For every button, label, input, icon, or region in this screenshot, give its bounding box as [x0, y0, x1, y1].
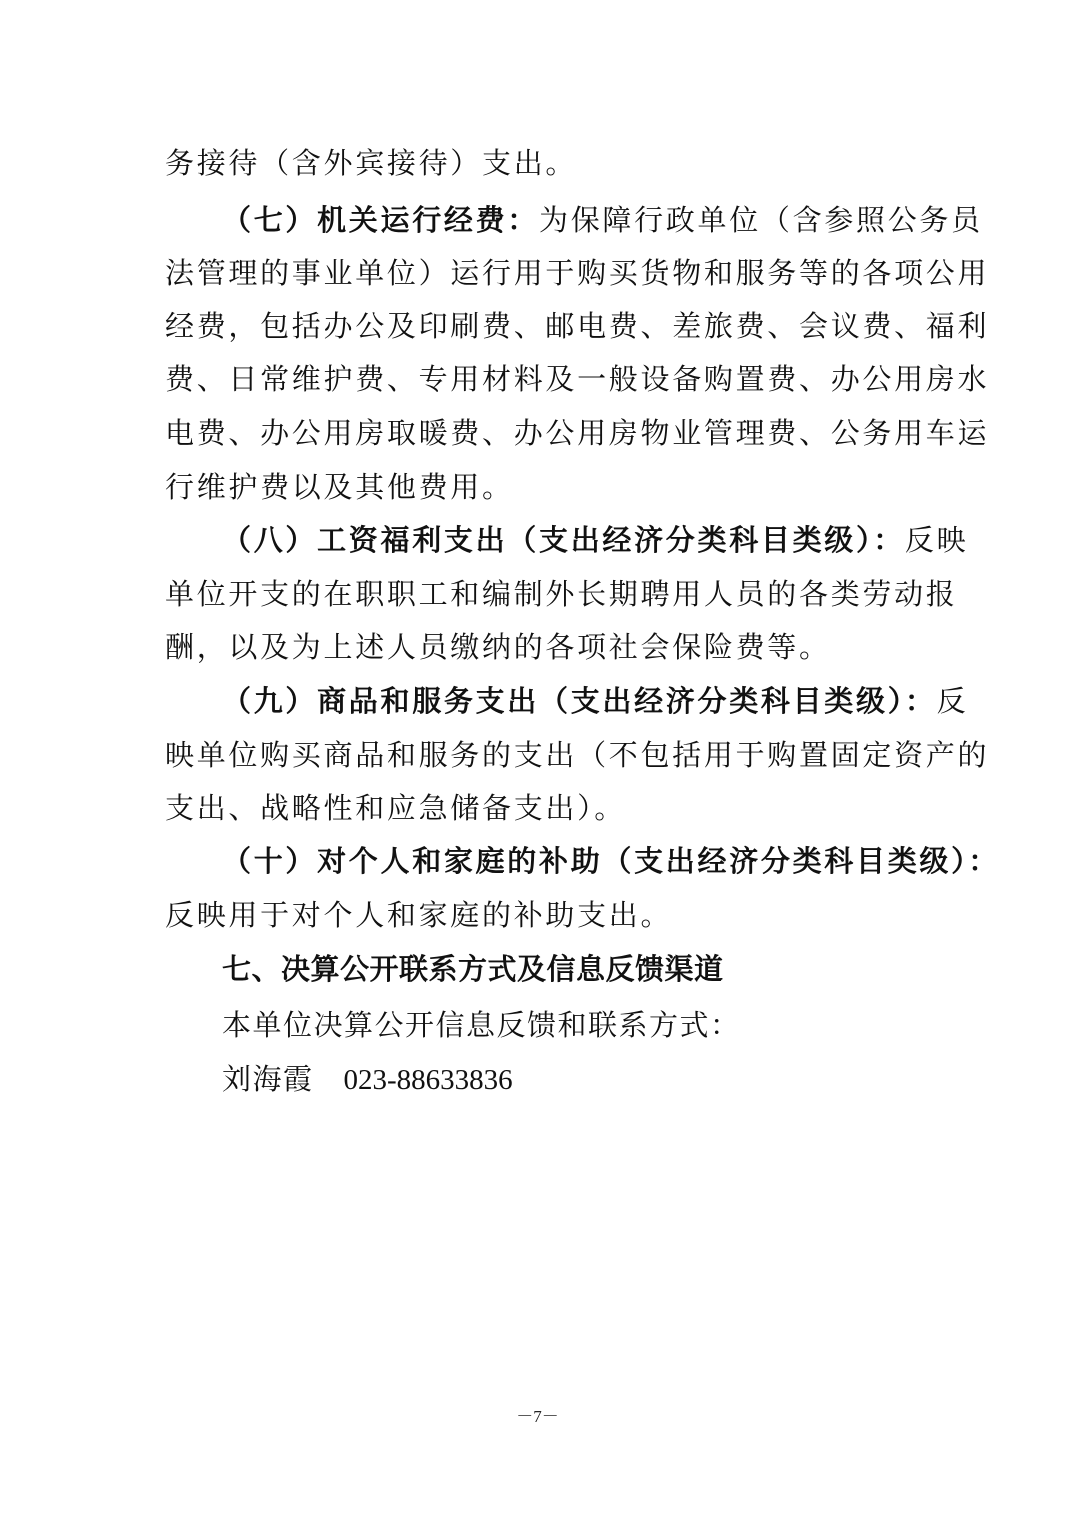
text-line: 务接待（含外宾接待）支出。 — [165, 146, 578, 180]
text-line: 映单位购买商品和服务的支出（不包括用于购置固定资产的 — [165, 738, 990, 772]
text-line: 反映用于对个人和家庭的补助支出。 — [165, 898, 673, 932]
item-7-label: （七）机关运行经费： — [222, 203, 540, 237]
contact-phone: 023-88633836 — [343, 1064, 513, 1096]
text-line: 经费，包括办公及印刷费、邮电费、差旅费、会议费、福利 — [165, 309, 990, 343]
item-7-first-line — [222, 200, 983, 240]
text-line: 费、日常维护费、专用材料及一般设备购置费、办公用房水 — [165, 362, 990, 396]
contact-name: 刘海霞 — [222, 1062, 314, 1096]
item-8-first-line — [222, 520, 969, 560]
text-line: 电费、办公用房取暖费、办公用房物业管理费、公务用车运 — [165, 416, 990, 450]
text-line: 支出、战略性和应急储备支出）。 — [165, 791, 627, 825]
item-9-text: 反 — [936, 684, 969, 718]
contact-intro: 本单位决算公开信息反馈和联系方式： — [222, 1008, 741, 1042]
item-8-text: 反映 — [904, 523, 969, 557]
contact-line — [222, 1059, 513, 1099]
item-8-label: （八）工资福利支出（支出经济分类科目类级）： — [222, 523, 905, 557]
item-7-text: 为保障行政单位（含参照公务员 — [539, 203, 983, 237]
text-line: 酬，以及为上述人员缴纳的各项社会保险费等。 — [165, 630, 831, 664]
text-line: 法管理的事业单位）运行用于购买货物和服务等的各项公用 — [165, 256, 990, 290]
text-line: 单位开支的在职职工和编制外长期聘用人员的各类劳动报 — [165, 577, 958, 611]
item-9-first-line — [222, 681, 969, 721]
page-number: －7－ — [516, 1407, 559, 1426]
item-9-label: （九）商品和服务支出（支出经济分类科目类级）： — [222, 684, 937, 718]
section-heading: 七、决算公开联系方式及信息反馈渠道 — [222, 952, 724, 986]
item-10-label: （十）对个人和家庭的补助（支出经济分类科目类级）： — [222, 844, 1001, 878]
item-10-first-line — [222, 841, 1001, 881]
text-line: 行维护费以及其他费用。 — [165, 470, 514, 504]
